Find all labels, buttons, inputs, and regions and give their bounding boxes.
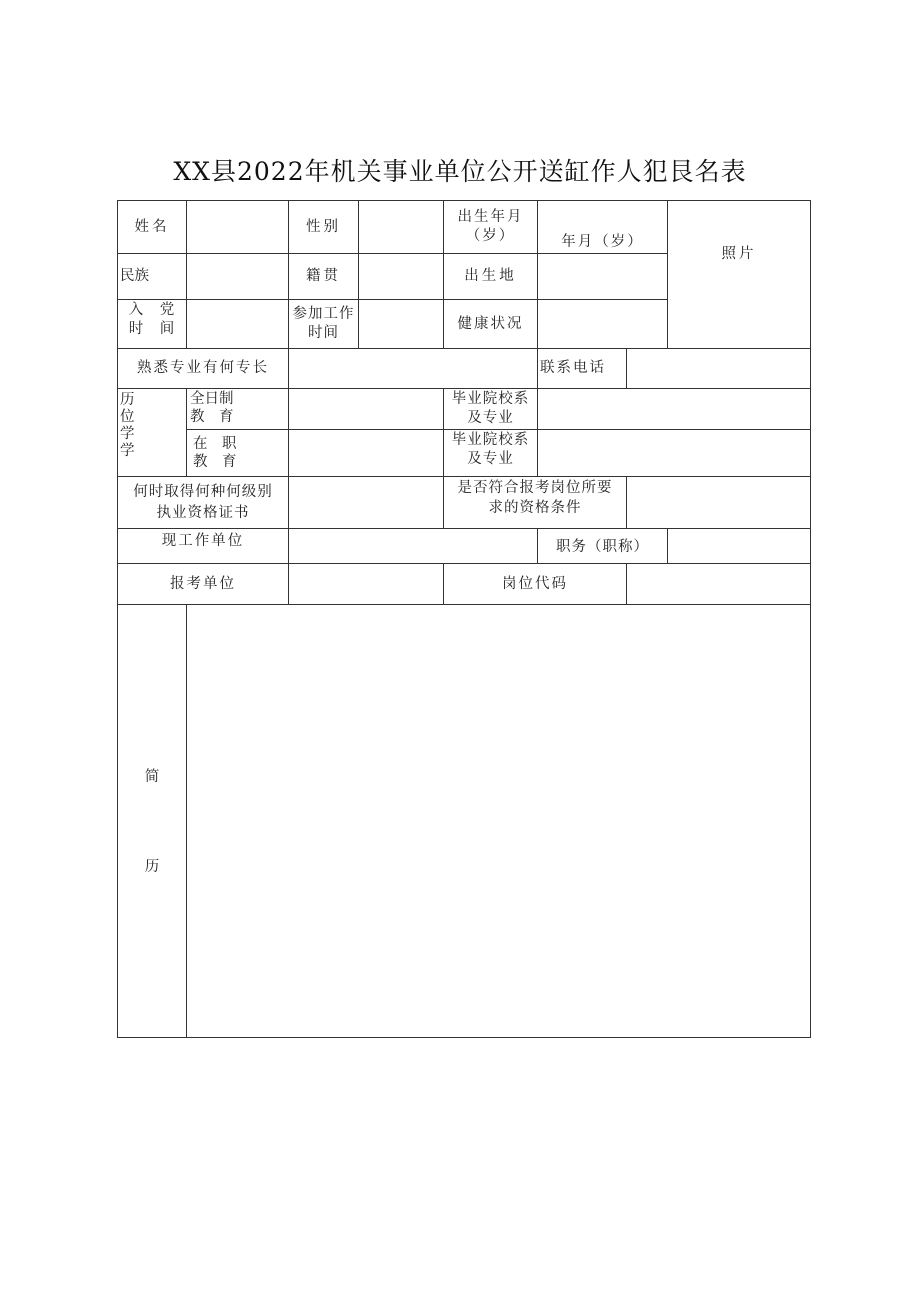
grid-line (186, 388, 187, 476)
apply-unit-label: 报考单位 (170, 575, 236, 592)
native-place-field[interactable] (359, 254, 443, 299)
gender-label: 性别 (306, 218, 341, 235)
school-major-label-2: 毕业院校系 及专业 (451, 432, 530, 467)
certificate-field[interactable] (289, 477, 443, 528)
name-label: 姓名 (134, 218, 170, 235)
ethnicity-field[interactable] (187, 254, 288, 299)
specialty-field[interactable] (289, 349, 537, 388)
phone-field[interactable] (627, 349, 810, 388)
fulltime-school-field[interactable] (538, 389, 810, 429)
inservice-school-field[interactable] (538, 430, 810, 476)
work-start-time-field[interactable] (359, 300, 443, 348)
birthplace-field[interactable] (538, 254, 667, 299)
certificate-label: 何时取得何种何级别 执业资格证书 (133, 483, 273, 521)
phone-label: 联系电话 (540, 360, 606, 376)
post-code-field[interactable] (627, 564, 810, 604)
photo-label: 照片 (721, 246, 757, 262)
specialty-label: 熟悉专业有何专长 (137, 360, 269, 376)
birth-date-value: 年月（岁） (561, 233, 644, 250)
health-status-field[interactable] (538, 300, 667, 348)
current-unit-label: 现工作单位 (161, 532, 245, 549)
position-title-field[interactable] (668, 529, 810, 563)
current-unit-field[interactable] (289, 529, 537, 563)
gender-field[interactable] (359, 201, 443, 253)
birth-date-label: 出生年月 （岁） (457, 209, 524, 244)
apply-unit-field[interactable] (289, 564, 443, 604)
fulltime-education-label: 全日制 教 育 (190, 391, 234, 425)
post-code-label: 岗位代码 (502, 575, 568, 592)
ethnicity-label: 民族 (120, 268, 149, 284)
birthplace-label: 出生地 (464, 268, 517, 284)
resume-label-1: 简 (144, 768, 160, 785)
qualification-field[interactable] (627, 477, 810, 528)
resume-field[interactable] (187, 605, 810, 1037)
school-major-label-1: 毕业院校系 及专业 (451, 391, 530, 426)
inservice-education-field[interactable] (289, 430, 443, 476)
grid-line (537, 348, 538, 388)
fulltime-education-field[interactable] (289, 389, 443, 429)
party-join-time-label: 入 党 时 间 (128, 302, 176, 337)
native-place-label: 籍贯 (306, 268, 341, 284)
grid-line (810, 200, 811, 1038)
work-start-time-label: 参加工作 时间 (292, 306, 355, 341)
health-status-label: 健康状况 (457, 315, 524, 332)
party-join-time-field[interactable] (187, 300, 288, 348)
education-group-label: 历 位 学 学 (120, 392, 135, 459)
grid-line (117, 1037, 811, 1038)
resume-label-2: 历 (144, 858, 160, 875)
qualification-label: 是否符合报考岗位所要 求的资格条件 (457, 480, 613, 516)
form-title: XX县2022年机关事业单位公开送缸作人犯艮名表 (173, 157, 747, 186)
inservice-education-label: 在 职 教 育 (193, 436, 237, 470)
position-title-label: 职务（职称） (556, 538, 649, 555)
name-field[interactable] (187, 201, 288, 253)
